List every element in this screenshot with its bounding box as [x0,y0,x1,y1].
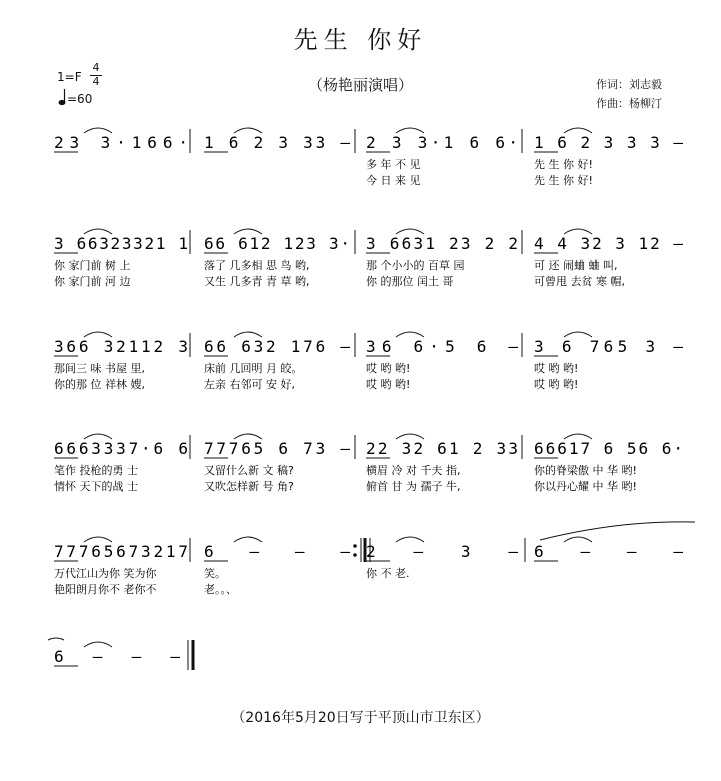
time-signature-bottom: 4 [92,75,100,88]
lyric-verse-2: 哎 哟 哟! [534,378,579,391]
lyric-verse-1: 多 年 不 见 [366,158,421,171]
composer-credit: 作曲：杨柳汀 [596,97,662,110]
lyric-verse-1: 你的脊梁傲 中 华 哟! [534,464,637,477]
notation-measure: 6 – – – [54,647,180,666]
lyric-verse-2: 老。。、 [204,583,237,596]
singer-subtitle: （杨艳丽演唱） [307,76,413,94]
repeat-dot [353,553,357,557]
lyric-verse-1: 哎 哟 哟! [366,362,411,375]
tie-mark [48,638,64,640]
notation-measure: 2 – 3 – [366,542,518,561]
notation-measure: 1 6 2 3 3 3 – [534,133,683,152]
notation-measure: 23 3·166· [54,133,188,152]
lyric-verse-2: 又吹怎样新 号 角? [204,480,294,493]
notation-measure: 6663337·6 6 [54,439,188,458]
notation-measure: 3 66323321 1 [54,234,188,253]
notation-measure: 3 6 765 3 – [534,337,683,356]
notation-measure: 66 632 176 – [204,337,350,356]
tempo-mark: =60 [67,92,93,106]
lyric-verse-2: 又生 几多青 青 草 哟, [204,275,310,288]
song-title: 先生 你好 [293,26,428,54]
lyricist-credit: 作词：刘志毅 [596,78,662,91]
notation-measure: 36 6·5 6 – [366,337,518,356]
lyric-verse-1: 那间三 味 书屋 里, [54,362,145,375]
notation-measure: 366 32112 3 [54,337,188,356]
notation-measure: 2 3 3·1 6 6· [366,133,518,152]
lyric-verse-2: 左亲 右邻可 安 好, [204,378,295,391]
lyric-verse-2: 艳阳朗月你不 老你不 [54,583,157,596]
lyric-verse-2: 可曾甩 去贫 寒 帽, [534,275,625,288]
lyric-verse-1: 先 生 你 好! [534,158,593,171]
lyric-verse-1: 哎 哟 哟! [534,362,579,375]
time-signature-top: 4 [92,61,100,74]
lyric-verse-1: 笔作 投枪的勇 士 [54,464,138,477]
lyric-verse-1: 可 还 闹蛐 蛐 叫, [534,259,618,272]
lyric-verse-1: 万代江山为你 笑为你 [54,567,157,580]
notation-measure: 66617 6 56 6· [534,439,683,458]
lyric-verse-2: 先 生 你 好! [534,174,593,187]
notation-measure: 77765673217 [54,542,188,561]
composition-note: （2016年5月20日写于平顶山市卫东区） [231,710,490,726]
lyric-verse-2: 你 的那位 闰土 哥 [366,275,454,288]
notation-measure: 3 6631 23 2 2 [366,234,518,253]
notation-measure: 22 32 61 2 33 [366,439,518,458]
lyric-verse-1: 又留什么新 文 稿? [204,464,294,477]
lyric-verse-2: 你的那 位 祥林 嫂, [54,378,145,391]
lyric-verse-2: 你以丹心耀 中 华 哟! [534,480,637,493]
lyric-verse-1: 床前 几回明 月 皎。 [204,362,303,375]
lyric-verse-2: 今 日 来 见 [366,174,421,187]
lyric-verse-2: 俯首 甘 为 孺子 牛, [366,480,461,493]
notation-measure: 1 6 2 3 33 – [204,133,350,152]
lyric-verse-1: 你 家门前 树 上 [54,259,131,272]
lyric-verse-1: 落了 几多相 思 鸟 哟, [204,259,310,272]
lyric-verse-1: 笑。 [204,567,226,580]
notation-measure: 66 612 123 3· [204,234,350,253]
notation-measure: 6 – – – [534,542,683,561]
lyric-verse-2: 情怀 天下的战 士 [54,480,138,493]
lyric-verse-1: 你 不 老. [366,567,410,580]
notation-measure: 6 – – – [204,542,350,561]
repeat-dot [353,544,357,548]
lyric-verse-2: 你 家门前 河 边 [54,275,131,288]
notation-measure: 4 4 32 3 12 – [534,234,683,253]
tie-mark [540,522,695,540]
notation-measure: 77765 6 73 – [204,439,350,458]
lyric-verse-1: 那 个小小的 百草 园 [366,259,465,272]
lyric-verse-2: 哎 哟 哟! [366,378,411,391]
lyric-verse-1: 横眉 冷 对 千夫 指, [366,464,461,477]
key-signature: 1=F [57,70,82,84]
